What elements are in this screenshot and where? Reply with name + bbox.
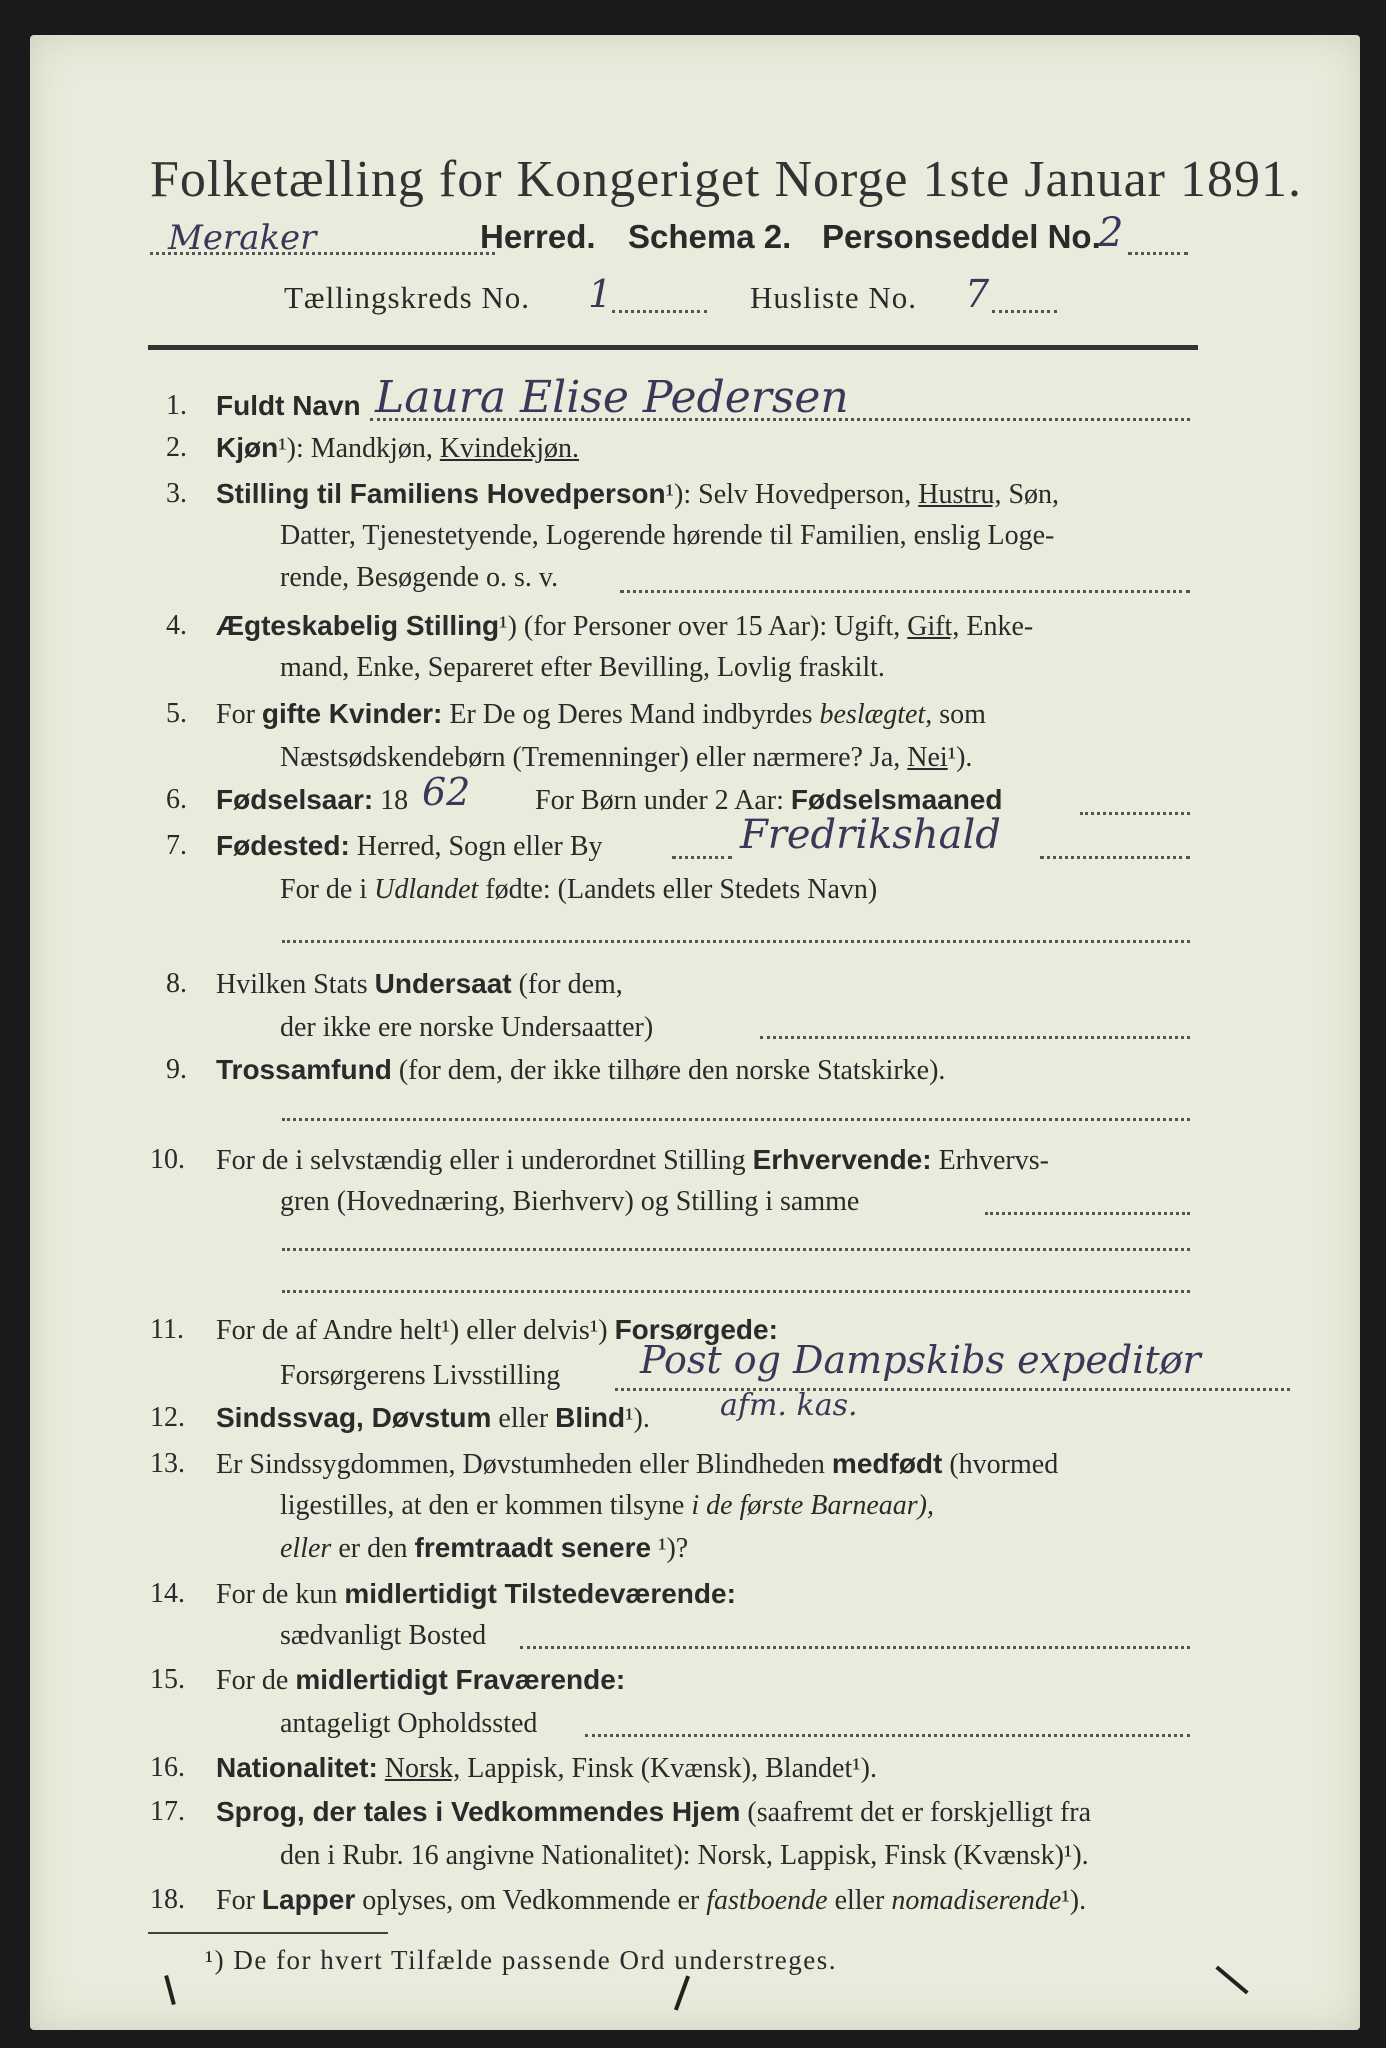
personseddel-label: Personseddel No. [822,218,1101,255]
footnote: ¹) De for hvert Tilfælde passende Ord understreges. [205,1945,837,1975]
schema-label: Schema 2. [628,218,792,255]
field-text: Sprog, der tales i Vedkommendes Hjem (saafremt det er forskjelligt fra [216,1796,1092,1828]
field-text: eller er den fremtraadt senere ¹)? [280,1532,689,1564]
row-number: 11. [150,1314,184,1345]
footnote-rule [148,1932,388,1934]
provider-value-2: afm. kas. [720,1388,858,1423]
husliste-label: Husliste No. [750,280,917,315]
field-text: For Børn under 2 Aar: Fødselsmaaned [535,784,1003,816]
field-text: rende, Besøgende o. s. v. [280,562,559,593]
field-text: Nationalitet: Norsk, Lappisk, Finsk (Kvænsk), Blandet¹). [216,1752,877,1784]
row-number: 15. [150,1664,185,1695]
husliste-no: 7 [965,272,991,316]
field-text: mand, Enke, Separeret efter Bevilling, Lovlig fraskilt. [280,652,885,683]
field-text: Trossamfund (for dem, der ikke tilhøre den norske Statskirke). [216,1054,946,1086]
field-text: Er Sindssygdommen, Døvstumheden eller Blindheden medfødt (hvormed [216,1448,1059,1480]
field-text: ligestilles, at den er kommen tilsyne i de første Barneaar), [280,1490,934,1521]
row-number: 12. [150,1402,185,1433]
name-value: Laura Elise Pedersen [375,372,849,423]
field-text: Stilling til Familiens Hovedperson¹): Selv Hovedperson, Hustru, Søn, [216,478,1060,510]
field-text: Næstsødskendebørn (Tremenninger) eller nærmere? Ja, Nei¹). [280,742,973,773]
row-number: 8. [166,968,187,999]
row-number: 1. [166,390,187,421]
row-number: 4. [166,610,187,641]
field-text: gren (Hovednæring, Bierhverv) og Stilling i samme [280,1186,860,1217]
field-text: Hvilken Stats Undersaat (for dem, [216,968,623,1000]
row-number: 18. [150,1884,185,1915]
row-number: 16. [150,1752,185,1783]
row-number: 3. [166,478,187,509]
field-label: Fuldt Navn [216,390,361,421]
row-number: 9. [166,1054,187,1085]
row-number: 2. [166,432,187,463]
field-text: Sindssvag, Døvstum eller Blind¹). [216,1402,650,1434]
header-rule [148,345,1198,350]
field-text: For de af Andre helt¹) eller delvis¹) Forsørgede: [216,1314,778,1346]
field-text: For Lapper oplyses, om Vedkommende er fastboende eller nomadiserende¹). [216,1884,1087,1916]
row-number: 10. [150,1144,185,1175]
row-number: 5. [166,698,187,729]
field-text: Datter, Tjenestetyende, Logerende hørende til Familien, enslig Loge- [280,520,1055,551]
field-text: den i Rubr. 16 angivne Nationalitet): Norsk, Lappisk, Finsk (Kvænsk)¹). [280,1840,1089,1871]
row-number: 13. [150,1448,185,1479]
kreds-no: 1 [588,272,614,316]
field-text: For de i selvstændig eller i underordnet Stilling Erhvervende: Erhvervs- [216,1144,1049,1176]
field-text: For gifte Kvinder: Er De og Deres Mand indbyrdes beslægtet, som [216,698,986,730]
herred-label: Herred. [480,218,596,255]
row-number: 17. [150,1796,185,1827]
kreds-label: Tællingskreds No. [284,280,531,315]
field-text: Forsørgerens Livsstilling [280,1360,561,1391]
personseddel-no: 2 [1098,210,1124,256]
field-text: der ikke ere norske Undersaatter) [280,1012,654,1043]
census-form [30,35,1360,2030]
provider-value: Post og Dampskibs expeditør [640,1338,1201,1382]
row-number: 7. [166,830,187,861]
herred-value: Meraker [168,218,317,258]
field-text: Ægteskabelig Stilling¹) (for Personer over 15 Aar): Ugift, Gift, Enke- [216,610,1034,642]
row-number: 14. [150,1578,185,1609]
field-text: antageligt Opholdssted [280,1708,538,1739]
field-text: Fødested: Herred, Sogn eller By [216,830,603,862]
field-text: For de midlertidigt Fraværende: [216,1664,626,1696]
field-text: sædvanligt Bosted [280,1620,487,1651]
field-text: For de i Udlandet fødte: (Landets eller Stedets Navn) [280,874,878,905]
birthplace-value: Fredrikshald [740,812,1001,858]
row-number: 6. [166,784,187,815]
field-text: For de kun midlertidigt Tilstedeværende: [216,1578,736,1610]
field-text: Kjøn¹): Mandkjøn, Kvindekjøn. [216,432,580,464]
field-text: Fødselsaar: 18 [216,784,409,816]
birthyear-value: 62 [422,770,471,814]
form-title: Folketælling for Kongeriget Norge 1ste Januar 1891. [150,151,1302,208]
